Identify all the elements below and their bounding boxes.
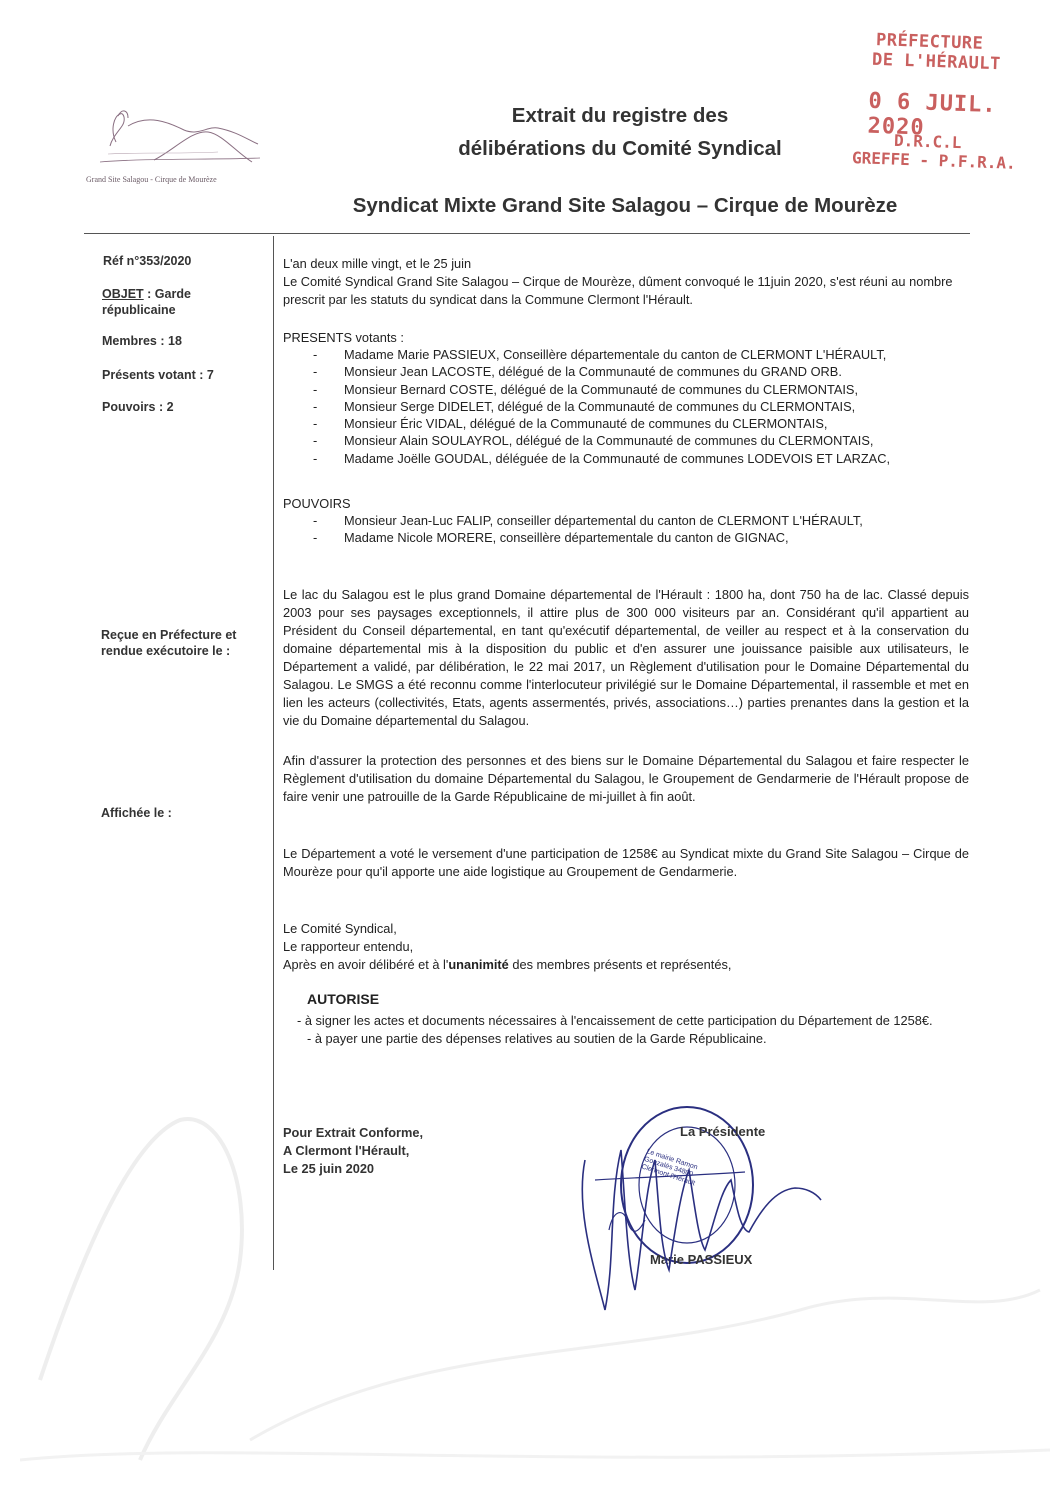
meeting-intro xyxy=(283,255,973,309)
prefecture-stamp-date: 0 6 JUIL. 2020 xyxy=(867,88,998,141)
document-title-line2: délibérations du Comité Syndical xyxy=(458,136,782,160)
certification-line2: A Clermont l'Hérault, xyxy=(283,1143,410,1158)
meeting-date-line: L'an deux mille vingt, et le 25 juin xyxy=(283,256,472,271)
document-title-line1: Extrait du registre des xyxy=(511,104,729,127)
list-item: - Madame Joëlle GOUDAL, déléguée de la Communauté de communes LODEVOIS ET LARZAC, xyxy=(310,450,890,467)
funding-paragraph: Le Département a voté le versement d'une participation de 1258€ au Syndicat mixte du Grand Site Salagou – Cirque de Mourèze pour qu'il apporte une aide logistique au Groupement de Gendarmerie. xyxy=(283,846,969,879)
document-title xyxy=(400,100,840,166)
prefecture-stamp-line3: D.R.C.L xyxy=(893,130,962,153)
handwritten-signature xyxy=(565,1120,825,1320)
prefecture-reception-label: Reçue en Préfecture et rendue exécutoire le : xyxy=(101,628,237,658)
meeting-convocation: Le Comité Syndical Grand Site Salagou – Cirque de Mourèze, dûment convoqué le 11juin 2020, s'est réuni au nombre prescrit par les statuts du syndicat dans la Commune Clermont l'Hérault. xyxy=(283,274,953,307)
certification-block xyxy=(283,1124,423,1178)
proxies-list xyxy=(310,512,863,547)
present-voters-heading: PRESENTS votants : xyxy=(283,330,404,345)
purpose-paragraph: Afin d'assurer la protection des personnes et des biens sur le Domaine Départemental du Salagou et faire respecter le Règlement d'utilisation du domaine Départemental du Salagou, le Groupement de Gendarmerie de l'Hérault propose de faire venir une patrouille de la Garde Républicaine de mi-juillet à fin août. xyxy=(283,753,969,804)
president-title: La Présidente xyxy=(680,1124,766,1139)
present-voters-list xyxy=(310,346,890,467)
background-watermark xyxy=(20,1060,1050,1490)
decision-verb: AUTORISE xyxy=(307,991,380,1007)
list-item: - Madame Nicole MORERE, conseillère départementale du canton de GIGNAC, xyxy=(310,529,863,546)
list-item: - Monsieur Serge DIDELET, délégué de la Communauté de communes du CLERMONTAIS, xyxy=(310,398,890,415)
list-item: - Monsieur Jean LACOSTE, délégué de la Communauté de communes du GRAND ORB. xyxy=(310,363,890,380)
committee-line3-start: Après en avoir délibéré et à l' xyxy=(283,957,449,972)
subject-label xyxy=(102,286,242,318)
members-count: Membres : 18 xyxy=(102,334,182,348)
prefecture-stamp-line4: GREFFE - P.F.R.A. xyxy=(851,148,1017,173)
decision-item: - à signer les actes et documents nécessaires à l'encaissement de cette participation du Département de 1258€. xyxy=(297,1013,933,1028)
context-paragraph: Le lac du Salagou est le plus grand Domaine départemental de l'Hérault : 1800 ha, dont 750 ha de lac. Classé depuis 2003 pour ses paysages exceptionnels, il attire plus de 300 000 visiteurs par an. Considérant qu'il appartient au Président du Conseil départemental, en tant qu'exécutif départemental, de veiller au respect et à la conservation du domaine départemental mis à la disposition du public et d'en assurer une jouissance paisible aux utilisateurs, le Département a validé, par délibération, le 22 mai 2017, un Règlement d'utilisation pour le Domaine Départemental du Salagou. Le SMGS a été reconnu comme l'interlocuteur privilégié sur le Domaine Départemental, il rassemble et met en lien les acteurs (collectivités, Etats, agents assermentés, privés, associations…) parties prenantes dans la gestion et la vie du Domaine départemental du Salagou. xyxy=(283,587,969,728)
committee-line3 xyxy=(283,956,969,974)
committee-line1: Le Comité Syndical, xyxy=(283,921,397,936)
proxies-count: Pouvoirs : 2 xyxy=(102,400,174,414)
reference-number: Réf n°353/2020 xyxy=(103,254,192,268)
certification-line3: Le 25 juin 2020 xyxy=(283,1161,375,1176)
committee-line2: Le rapporteur entendu, xyxy=(283,939,414,954)
list-item: - Monsieur Jean-Luc FALIP, conseiller départemental du canton de CLERMONT L'HÉRAULT, xyxy=(310,512,863,529)
list-item: - Madame Marie PASSIEUX, Conseillère départementale du canton de CLERMONT L'HÉRAULT, xyxy=(310,346,890,363)
president-name: Marie PASSIEUX xyxy=(650,1252,753,1267)
prefecture-stamp-line2: DE L'HÉRAULT xyxy=(871,49,1002,75)
header-divider xyxy=(84,233,970,234)
present-voters-count: Présents votant : 7 xyxy=(102,368,214,382)
list-item: - Monsieur Bernard COSTE, délégué de la Communauté de communes du CLERMONTAIS, xyxy=(310,381,890,398)
committee-line3-end: des membres présents et représentés, xyxy=(508,957,732,972)
subject-heading: OBJET xyxy=(102,287,144,301)
organisation-name: Syndicat Mixte Grand Site Salagou – Cirque de Mourèze xyxy=(352,194,898,217)
seal-text: Le mairie Ramon Gonzalès 34800 Clermont l'Hérault xyxy=(640,1148,699,1188)
subject-value: : Garde républicaine xyxy=(102,287,191,317)
certification-line1: Pour Extrait Conforme, xyxy=(283,1125,424,1140)
unanimity-word: unanimité xyxy=(448,957,509,972)
decision-items xyxy=(297,1012,969,1048)
list-item: - Monsieur Alain SOULAYROL, délégué de la Communauté de communes du CLERMONTAIS, xyxy=(310,432,890,449)
decision-item: - à payer une partie des dépenses relatives au soutien de la Garde Républicaine. xyxy=(307,1031,767,1046)
column-divider xyxy=(273,236,274,1270)
committee-statement xyxy=(283,920,969,974)
list-item: - Monsieur Éric VIDAL, délégué de la Communauté de communes du CLERMONTAIS, xyxy=(310,415,890,432)
logo-caption: Grand Site Salagou - Cirque de Mourèze xyxy=(86,175,217,184)
prefecture-stamp-line1: PRÉFECTURE xyxy=(875,30,984,54)
proxies-heading: POUVOIRS xyxy=(283,496,351,511)
posting-date-label: Affichée le : xyxy=(101,806,172,820)
